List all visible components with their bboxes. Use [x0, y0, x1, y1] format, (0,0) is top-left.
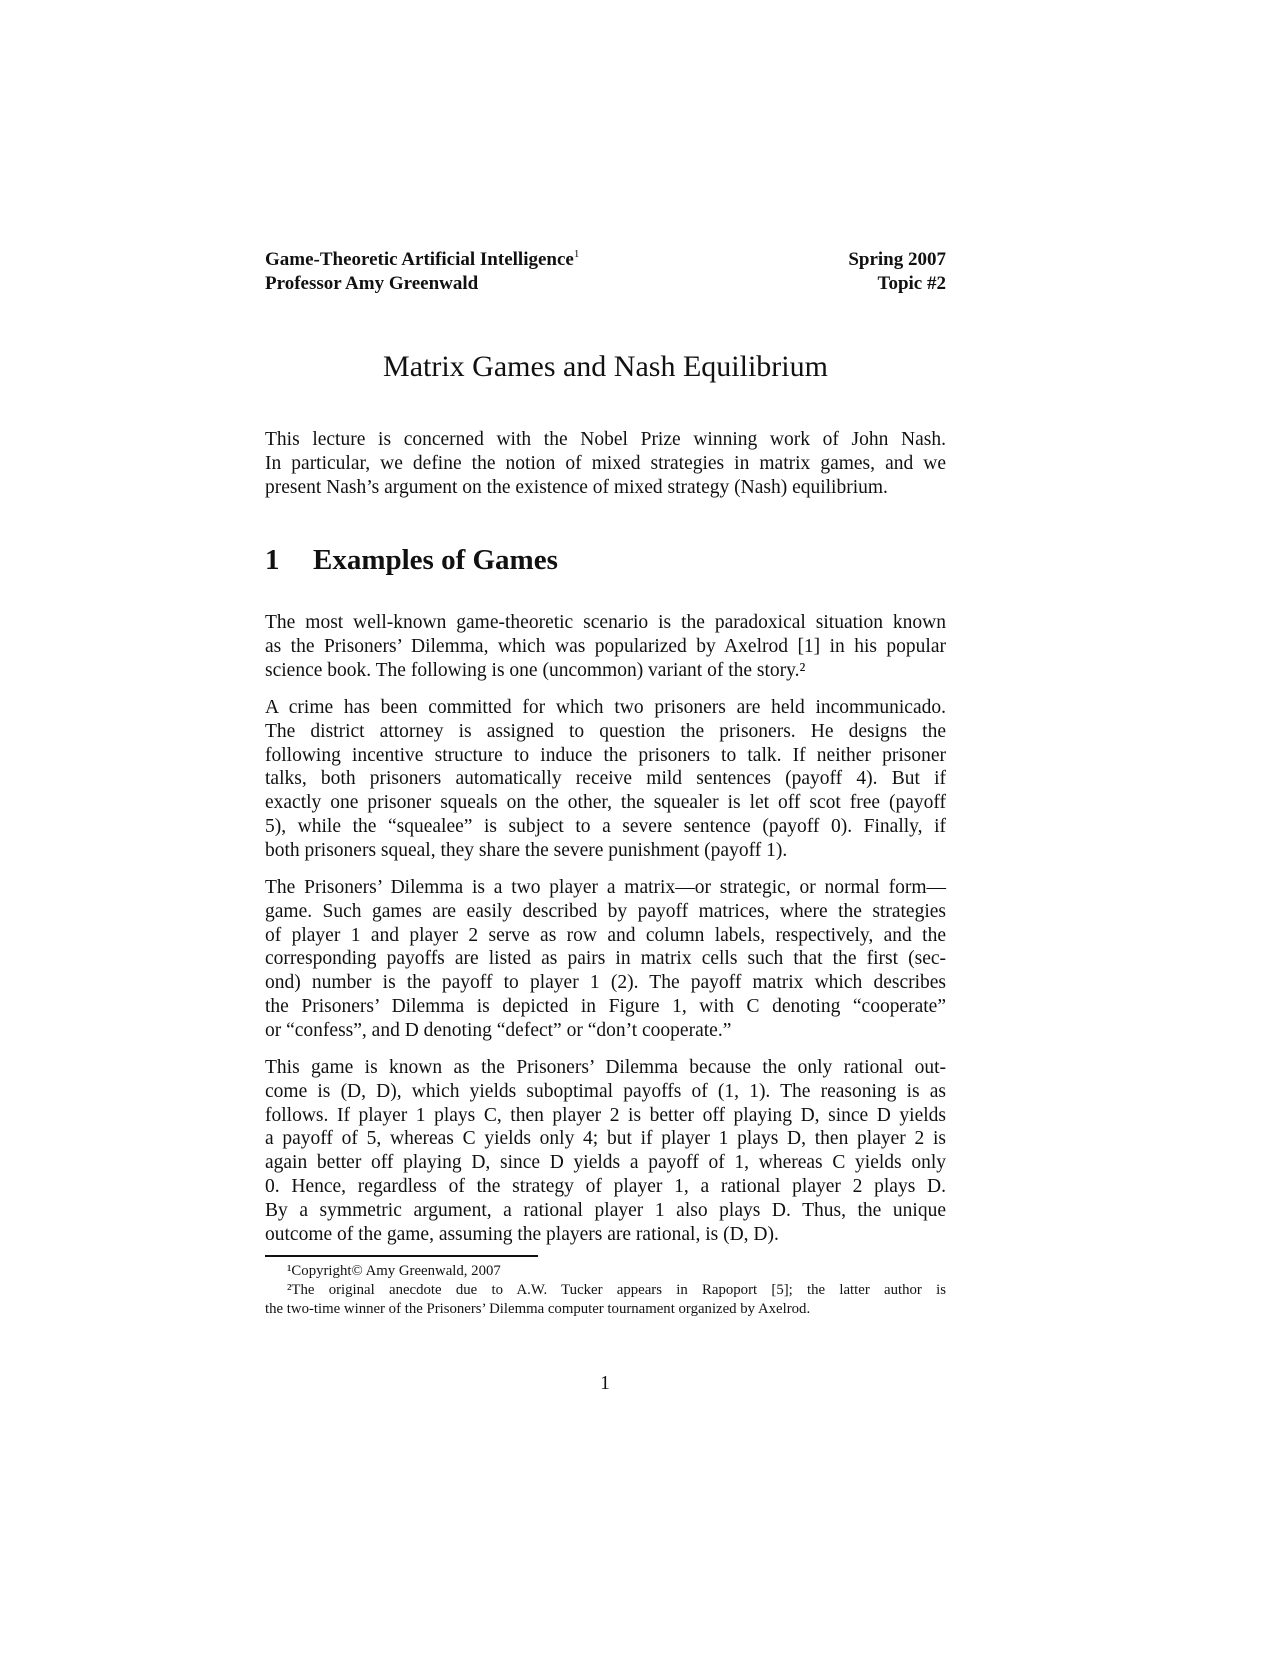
text-line: The most well-known game-theoretic scenario is the paradoxical situation known — [265, 612, 946, 633]
text-line: game. Such games are easily described by payoff matrices, where the strategies — [265, 900, 946, 922]
footnote-1: ¹Copyright© Amy Greenwald, 2007 — [287, 1263, 501, 1279]
header — [265, 248, 946, 296]
text-line: of player 1 and player 2 serve as row and column labels, respectively, and the — [265, 924, 946, 946]
text-line: present Nash’s argument on the existence of mixed strategy (Nash) equilibrium. — [265, 476, 888, 498]
paragraph — [265, 876, 946, 1043]
section-title: Examples of Games — [313, 544, 558, 576]
text-line: outcome of the game, assuming the players are rational, is (D, D). — [265, 1223, 779, 1245]
text-line: By a symmetric argument, a rational player 1 also plays D. Thus, the unique — [265, 1199, 946, 1221]
text-line: ond) number is the payoff to player 1 (2). The payoff matrix which describes — [265, 972, 946, 994]
text-line: both prisoners squeal, they share the severe punishment (payoff 1). — [265, 839, 788, 861]
text-line: talks, both prisoners automatically receive mild sentences (payoff 4). But if — [265, 768, 946, 790]
paragraph — [265, 696, 946, 863]
footnote-rule — [265, 1255, 538, 1257]
text-line: exactly one prisoner squeals on the other, the squealer is let off scot free (payoff — [265, 792, 946, 814]
course-title: Game-Theoretic Artificial Intelligence$^1$ — [265, 248, 580, 270]
text-line: as the Prisoners’ Dilemma, which was popularized by Axelrod [1] in his popular — [265, 635, 946, 657]
text-line: This game is known as the Prisoners’ Dilemma because the only rational out- — [265, 1057, 946, 1078]
professor-name: Professor Amy Greenwald — [265, 273, 479, 294]
section-number: 1 — [265, 544, 280, 576]
text-line: corresponding payoffs are listed as pairs in matrix cells such that the first (sec- — [265, 948, 946, 970]
footnote-2: ²The original anecdote due to A.W. Tucker appears in Rapoport [5]; the latter author is — [287, 1282, 946, 1298]
paragraph — [265, 611, 946, 682]
topic: Topic #2 — [877, 273, 946, 294]
section-heading — [265, 544, 946, 577]
text-line: or “confess”, and D denoting “defect” or “don’t cooperate.” — [265, 1019, 732, 1041]
abstract — [265, 428, 946, 499]
text-line: The Prisoners’ Dilemma is a two player a matrix—or strategic, or normal form— — [265, 877, 946, 898]
footnote-2-cont: the two-time winner of the Prisoners’ Dilemma computer tournament organized by Axelrod. — [265, 1301, 811, 1317]
page-title: Matrix Games and Nash Equilibrium — [383, 350, 828, 383]
text-line: again better off playing D, since D yields a payoff of 1, whereas C yields only — [265, 1152, 946, 1174]
term: Spring 2007 — [848, 249, 946, 270]
text-line: a payoff of 5, whereas C yields only 4; but if player 1 plays D, then player 2 is — [265, 1128, 946, 1150]
text-line: 5), while the “squealee” is subject to a severe sentence (payoff 0). Finally, if — [265, 815, 946, 837]
text-line: The district attorney is assigned to question the prisoners. He designs the — [265, 720, 946, 742]
text-line: following incentive structure to induce the prisoners to talk. If neither prisoner — [265, 744, 946, 766]
text-line: In particular, we define the notion of mixed strategies in matrix games, and we — [265, 452, 946, 474]
text-line: come is (D, D), which yields suboptimal payoffs of (1, 1). The reasoning is as — [265, 1080, 946, 1102]
text-line: This lecture is concerned with the Nobel Prize winning work of John Nash. — [265, 429, 946, 450]
text-line: science book. The following is one (uncommon) variant of the story.² — [265, 659, 806, 681]
footnotes — [265, 1262, 946, 1319]
text-line: 0. Hence, regardless of the strategy of player 1, a rational player 2 plays D. — [265, 1175, 946, 1197]
text-line: the Prisoners’ Dilemma is depicted in Figure 1, with C denoting “cooperate” — [265, 995, 946, 1017]
footnote-mark: 1 — [573, 248, 580, 260]
paragraph — [265, 1056, 946, 1246]
page-number: 1 — [600, 1373, 610, 1394]
text-line: A crime has been committed for which two prisoners are held incommunicado. — [265, 697, 946, 718]
text-line: follows. If player 1 plays C, then player 2 is better off playing D, since D yields — [265, 1104, 946, 1126]
